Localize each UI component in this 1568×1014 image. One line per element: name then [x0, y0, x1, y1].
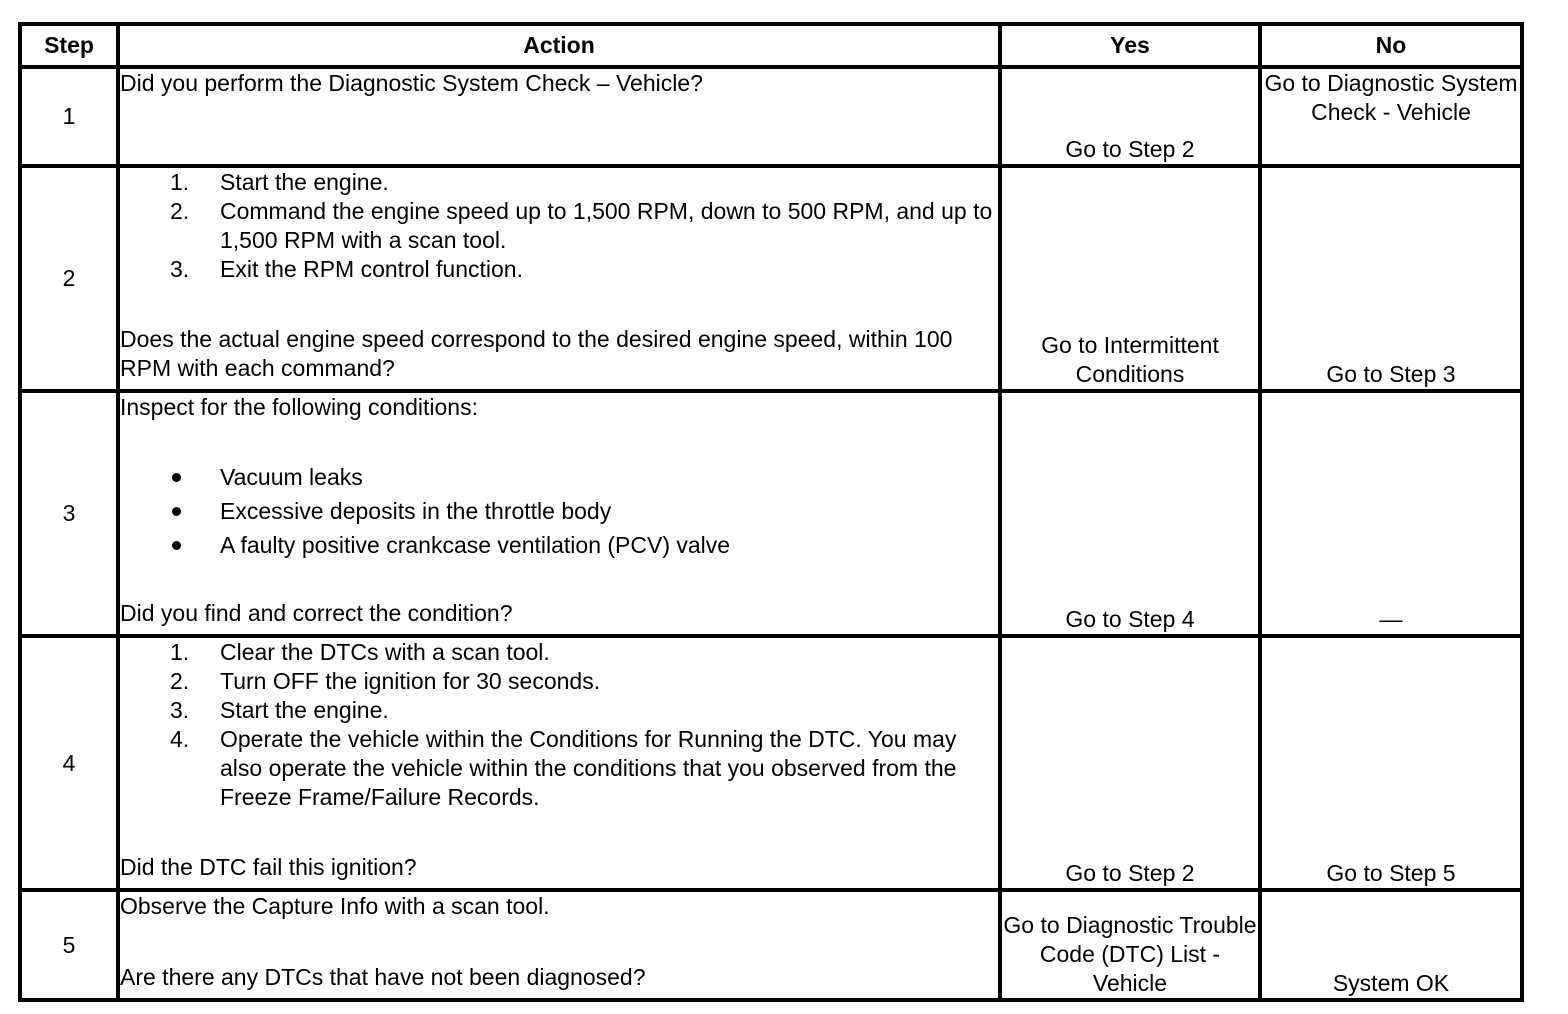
no-cell: System OK — [1260, 890, 1522, 1000]
action-question: Does the actual engine speed correspond to the desired engine speed, within 100 RPM with each command? — [120, 326, 953, 381]
action-intro: Observe the Capture Info with a scan tool. — [120, 893, 550, 919]
action-cell — [118, 890, 1000, 1000]
list-item: 1. Clear the DTCs with a scan tool. — [170, 639, 550, 665]
action-cell — [118, 166, 1000, 391]
table-row — [20, 166, 1522, 391]
header-no: No — [1260, 24, 1522, 67]
action-cell — [118, 391, 1000, 636]
bullet-list — [120, 460, 998, 562]
numbered-list — [120, 638, 998, 812]
no-cell: Go to Diagnostic System Check - Vehicle — [1260, 67, 1522, 166]
diagnostic-table — [18, 22, 1524, 1002]
step-number: 2 — [20, 166, 118, 391]
header-step: Step — [20, 24, 118, 67]
list-item: 2. Turn OFF the ignition for 30 seconds. — [170, 668, 601, 694]
yes-cell: Go to Step 2 — [1000, 67, 1260, 166]
action-cell — [118, 636, 1000, 890]
no-cell: Go to Step 3 — [1260, 166, 1522, 391]
list-item: Excessive deposits in the throttle body — [170, 494, 998, 528]
list-item: 2. Command the engine speed up to 1,500 RPM, down to 500 RPM, and up to 1,500 RPM with a scan tool. — [170, 198, 993, 253]
yes-cell: Go to Step 4 — [1000, 391, 1260, 636]
table-row — [20, 391, 1522, 636]
list-item: 3. Start the engine. — [170, 697, 389, 723]
bullet-icon — [170, 494, 220, 528]
bullet-icon — [170, 460, 220, 494]
numbered-list — [120, 168, 998, 284]
action-question: Did you perform the Diagnostic System Check – Vehicle? — [120, 70, 703, 96]
step-number: 4 — [20, 636, 118, 890]
action-question: Did you find and correct the condition? — [120, 600, 513, 626]
table-row — [20, 890, 1522, 1000]
yes-cell: Go to Intermittent Conditions — [1000, 166, 1260, 391]
no-cell: Go to Step 5 — [1260, 636, 1522, 890]
action-cell — [118, 67, 1000, 166]
list-item: 4. Operate the vehicle within the Conditions for Running the DTC. You may also operate the vehicle within the conditions that you observed from the Freeze Frame/Failure Records. — [170, 726, 957, 810]
list-item: A faulty positive crankcase ventilation (PCV) valve — [170, 528, 998, 562]
header-row — [20, 24, 1522, 67]
yes-cell: Go to Diagnostic Trouble Code (DTC) List - Vehicle — [1000, 890, 1260, 1000]
header-action: Action — [118, 24, 1000, 67]
list-item: Vacuum leaks — [170, 460, 998, 494]
action-question: Did the DTC fail this ignition? — [120, 854, 417, 880]
list-item: 3. Exit the RPM control function. — [170, 256, 523, 282]
header-yes: Yes — [1000, 24, 1260, 67]
yes-cell: Go to Step 2 — [1000, 636, 1260, 890]
bullet-icon — [170, 528, 220, 562]
step-number: 1 — [20, 67, 118, 166]
no-cell: — — [1260, 391, 1522, 636]
action-question: Are there any DTCs that have not been diagnosed? — [120, 964, 646, 990]
list-item: 1. Start the engine. — [170, 169, 389, 195]
step-number: 5 — [20, 890, 118, 1000]
action-intro: Inspect for the following conditions: — [120, 394, 478, 420]
table-row — [20, 636, 1522, 890]
step-number: 3 — [20, 391, 118, 636]
table-row — [20, 67, 1522, 166]
